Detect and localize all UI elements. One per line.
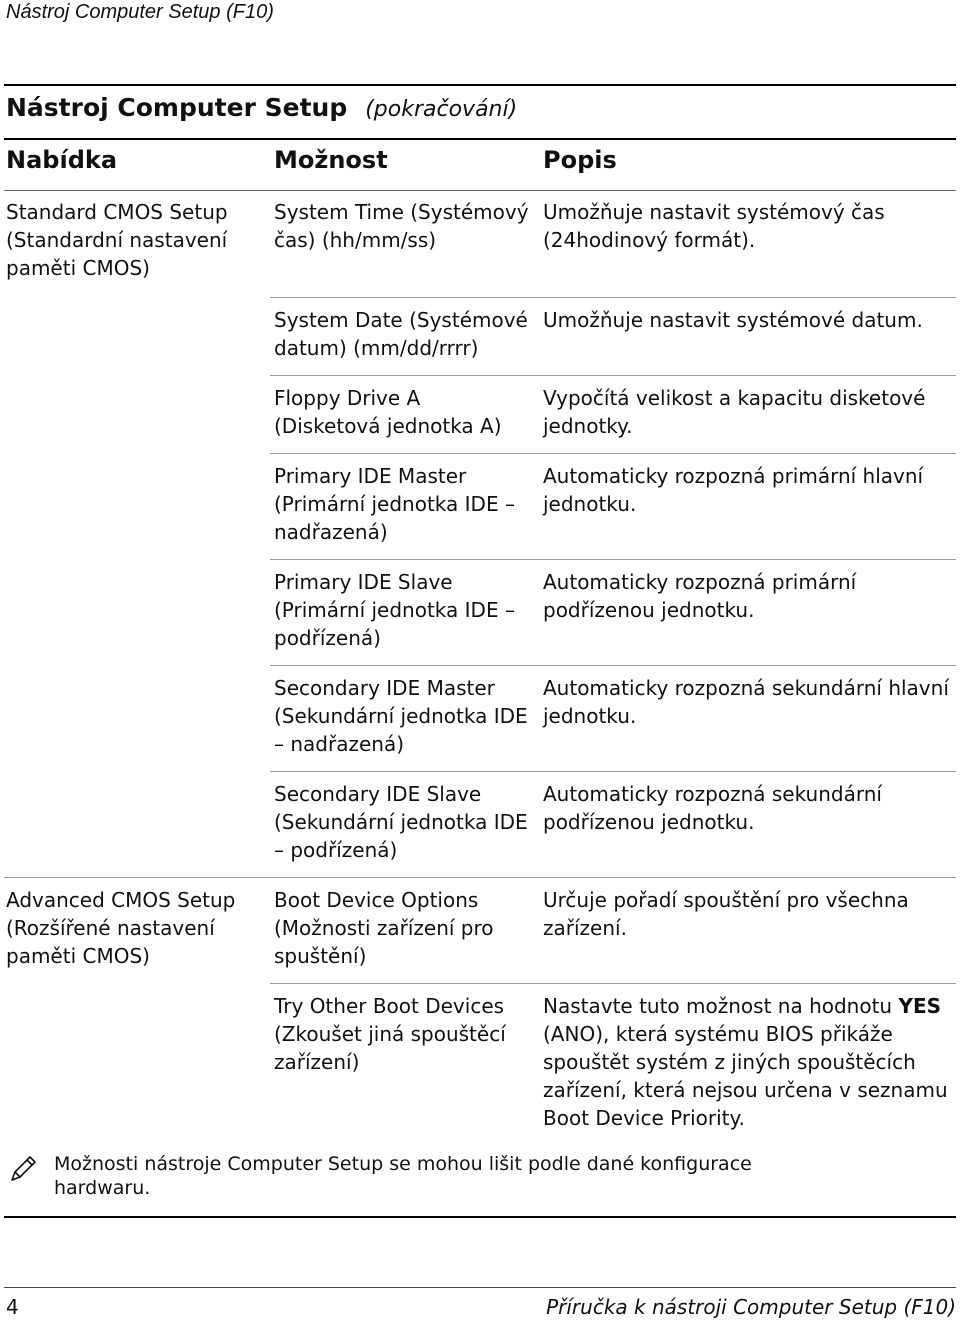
description-cell bbox=[543, 992, 953, 1132]
table-row bbox=[0, 666, 960, 772]
table-row bbox=[0, 878, 960, 984]
option-cell: System Date (Systémové datum) (mm/dd/rrrr) bbox=[274, 308, 528, 360]
keyword-yes: YES bbox=[898, 994, 942, 1018]
option-cell: Try Other Boot Devices (Zkoušet jiná spouštěcí zařízení) bbox=[274, 994, 506, 1074]
table-row bbox=[0, 454, 960, 560]
table-title bbox=[6, 93, 517, 129]
table-row bbox=[0, 560, 960, 666]
description-text: (ANO), která systému BIOS přikáže spouštět systém z jiných spouštěcích zařízení, která nejsou určena v seznamu Boot Device Priority. bbox=[543, 1022, 948, 1130]
option-cell: Primary IDE Master (Primární jednotka IDE – nadřazená) bbox=[274, 464, 515, 544]
header-rule bbox=[4, 190, 956, 191]
option-cell: Secondary IDE Master (Sekundární jednotka IDE – nadřazená) bbox=[274, 676, 528, 756]
column-headers bbox=[0, 146, 960, 180]
note-text: Možnosti nástroje Computer Setup se mohou lišit podle dané konfigurace hardwaru. bbox=[54, 1153, 752, 1199]
guide-title: Příručka k nástroji Computer Setup (F10) bbox=[546, 1295, 956, 1319]
option-cell: Secondary IDE Slave (Sekundární jednotka IDE – podřízená) bbox=[274, 782, 528, 862]
table-row bbox=[0, 984, 960, 1134]
table-row bbox=[0, 376, 960, 454]
top-rule bbox=[4, 84, 956, 86]
description-cell: Umožňuje nastavit systémový čas (24hodinový formát). bbox=[543, 200, 885, 252]
settings-table bbox=[0, 198, 960, 1134]
note bbox=[6, 1152, 946, 1200]
column-header-description: Popis bbox=[543, 146, 617, 174]
footer-rule bbox=[4, 1287, 956, 1288]
table-row bbox=[0, 198, 960, 298]
menu-cell: Advanced CMOS Setup (Rozšířené nastavení paměti CMOS) bbox=[6, 888, 236, 968]
table-row bbox=[0, 298, 960, 376]
description-text: Nastavte tuto možnost na hodnotu bbox=[543, 994, 893, 1018]
description-cell: Určuje pořadí spouštění pro všechna zařízení. bbox=[543, 888, 909, 940]
menu-cell: Standard CMOS Setup (Standardní nastavení paměti CMOS) bbox=[6, 200, 228, 280]
table-title-main: Nástroj Computer Setup bbox=[6, 93, 348, 122]
table-title-sub: (pokračování) bbox=[365, 97, 518, 122]
description-cell: Umožňuje nastavit systémové datum. bbox=[543, 308, 923, 332]
bottom-rule bbox=[4, 1216, 956, 1218]
option-cell: System Time (Systémový čas) (hh/mm/ss) bbox=[274, 200, 529, 252]
table-row bbox=[0, 772, 960, 878]
option-cell: Boot Device Options (Možnosti zařízení pro spuštění) bbox=[274, 888, 494, 968]
description-cell: Automaticky rozpozná primární podřízenou jednotku. bbox=[543, 570, 857, 622]
column-header-option: Možnost bbox=[274, 146, 388, 174]
description-cell: Automaticky rozpozná sekundární hlavní jednotku. bbox=[543, 676, 949, 728]
description-cell: Automaticky rozpozná primární hlavní jednotku. bbox=[543, 464, 924, 516]
option-cell: Primary IDE Slave (Primární jednotka IDE – podřízená) bbox=[274, 570, 515, 650]
option-cell: Floppy Drive A (Disketová jednotka A) bbox=[274, 386, 502, 438]
column-header-menu: Nabídka bbox=[6, 146, 118, 174]
description-cell: Automaticky rozpozná sekundární podřízenou jednotku. bbox=[543, 782, 882, 834]
description-cell: Vypočítá velikost a kapacitu disketové jednotky. bbox=[543, 386, 926, 438]
running-header: Nástroj Computer Setup (F10) bbox=[6, 1, 274, 23]
pencil-icon bbox=[6, 1152, 40, 1186]
title-rule bbox=[4, 138, 956, 140]
page-number: 4 bbox=[6, 1295, 19, 1319]
